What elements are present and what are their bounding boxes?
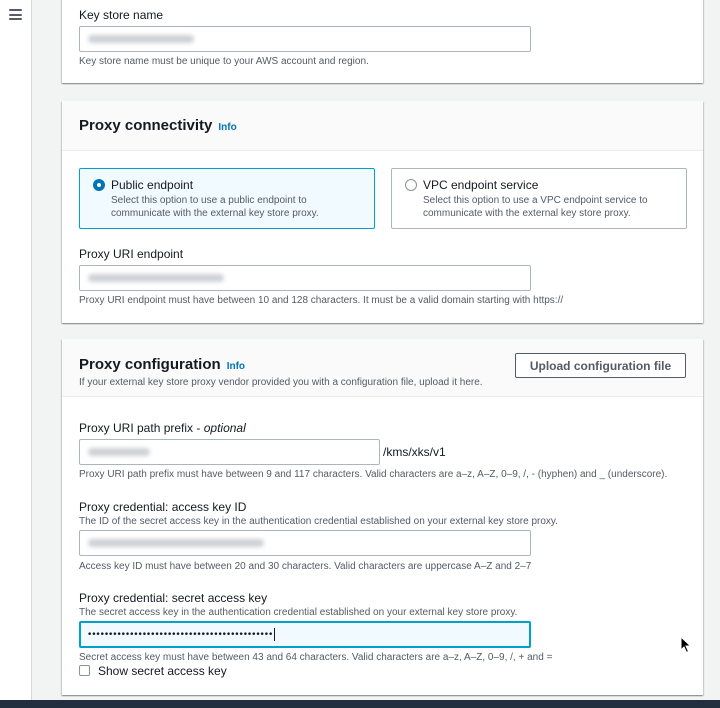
text-caret — [274, 628, 275, 641]
proxy-connectivity-header — [62, 101, 703, 151]
mouse-pointer-icon — [680, 636, 692, 654]
access-key-id-hint: Access key ID must have between 20 and 30 characters. Valid characters are uppercase A–Z and 2–7 — [79, 561, 532, 572]
key-store-name-panel — [62, 0, 703, 83]
proxy-uri-path-suffix: /kms/xks/v1 — [383, 445, 446, 459]
access-key-id-label: Proxy credential: access key ID — [79, 500, 247, 514]
proxy-connectivity-panel — [62, 101, 703, 323]
proxy-uri-path-prefix-label — [79, 421, 246, 435]
vpc-endpoint-option[interactable] — [391, 168, 687, 229]
proxy-uri-hint: Proxy URI endpoint must have between 10 and 128 characters. It must be a valid domain starting with https:// — [79, 295, 564, 306]
vpc-endpoint-desc: Select this option to use a VPC endpoint service to communicate with the external key store proxy. — [423, 195, 648, 219]
key-store-name-input[interactable] — [79, 26, 531, 52]
public-endpoint-desc: Select this option to use a public endpoint to communicate with the external key store proxy. — [111, 195, 319, 219]
secret-access-key-label: Proxy credential: secret access key — [79, 591, 268, 605]
proxy-configuration-header — [62, 339, 703, 397]
proxy-uri-path-prefix-hint: Proxy URI path prefix must have between 9 and 117 characters. Valid characters are a–z, A–Z, 0–9, /, - (hyphen) and _ (underscore). — [79, 469, 668, 480]
hamburger-menu-icon[interactable] — [9, 9, 22, 20]
show-secret-access-key-checkbox[interactable] — [79, 665, 90, 676]
upload-configuration-file-button[interactable]: Upload configuration file — [515, 353, 686, 378]
public-endpoint-radio[interactable] — [93, 179, 105, 191]
public-endpoint-option[interactable] — [79, 168, 375, 229]
secret-access-key-hint: Secret access key must have between 43 and 64 characters. Valid characters are a–z, A–Z, 0–9, /, + and = — [79, 652, 553, 663]
key-store-name-hint: Key store name must be unique to your AWS account and region. — [79, 56, 369, 67]
proxy-connectivity-title: Proxy connectivity — [79, 117, 213, 134]
optional-tag: optional — [203, 421, 246, 435]
access-key-id-desc: The ID of the secret access key in the authentication credential established on your external key store proxy. — [79, 516, 558, 527]
vpc-endpoint-title: VPC endpoint service — [423, 178, 539, 192]
proxy-configuration-info-link[interactable]: Info — [226, 361, 246, 372]
side-navigation-rail — [0, 0, 32, 708]
bottom-footer-bar — [0, 700, 720, 708]
proxy-uri-path-prefix-label-text: Proxy URI path prefix - — [79, 421, 204, 435]
secret-access-key-input[interactable] — [79, 621, 531, 648]
proxy-uri-path-prefix-input[interactable] — [79, 439, 380, 465]
key-store-name-label: Key store name — [79, 8, 164, 22]
proxy-configuration-panel — [62, 339, 703, 695]
secret-access-key-desc: The secret access key in the authentication credential established on your external key store proxy. — [79, 607, 518, 618]
access-key-id-input[interactable] — [79, 530, 531, 556]
vpc-endpoint-radio[interactable] — [405, 179, 417, 191]
show-secret-access-key-label[interactable]: Show secret access key — [98, 664, 227, 678]
proxy-connectivity-info-link[interactable]: Info — [218, 122, 237, 133]
proxy-configuration-subtitle: If your external key store proxy vendor provided you with a configuration file, upload it here. — [79, 377, 483, 388]
proxy-uri-input[interactable] — [79, 265, 531, 291]
secret-access-key-value: •••••••••••••••••••••••••••••••••••••••••••• — [87, 629, 273, 640]
public-endpoint-title: Public endpoint — [111, 178, 194, 192]
proxy-uri-label: Proxy URI endpoint — [79, 247, 184, 261]
proxy-configuration-title: Proxy configuration — [79, 356, 221, 373]
